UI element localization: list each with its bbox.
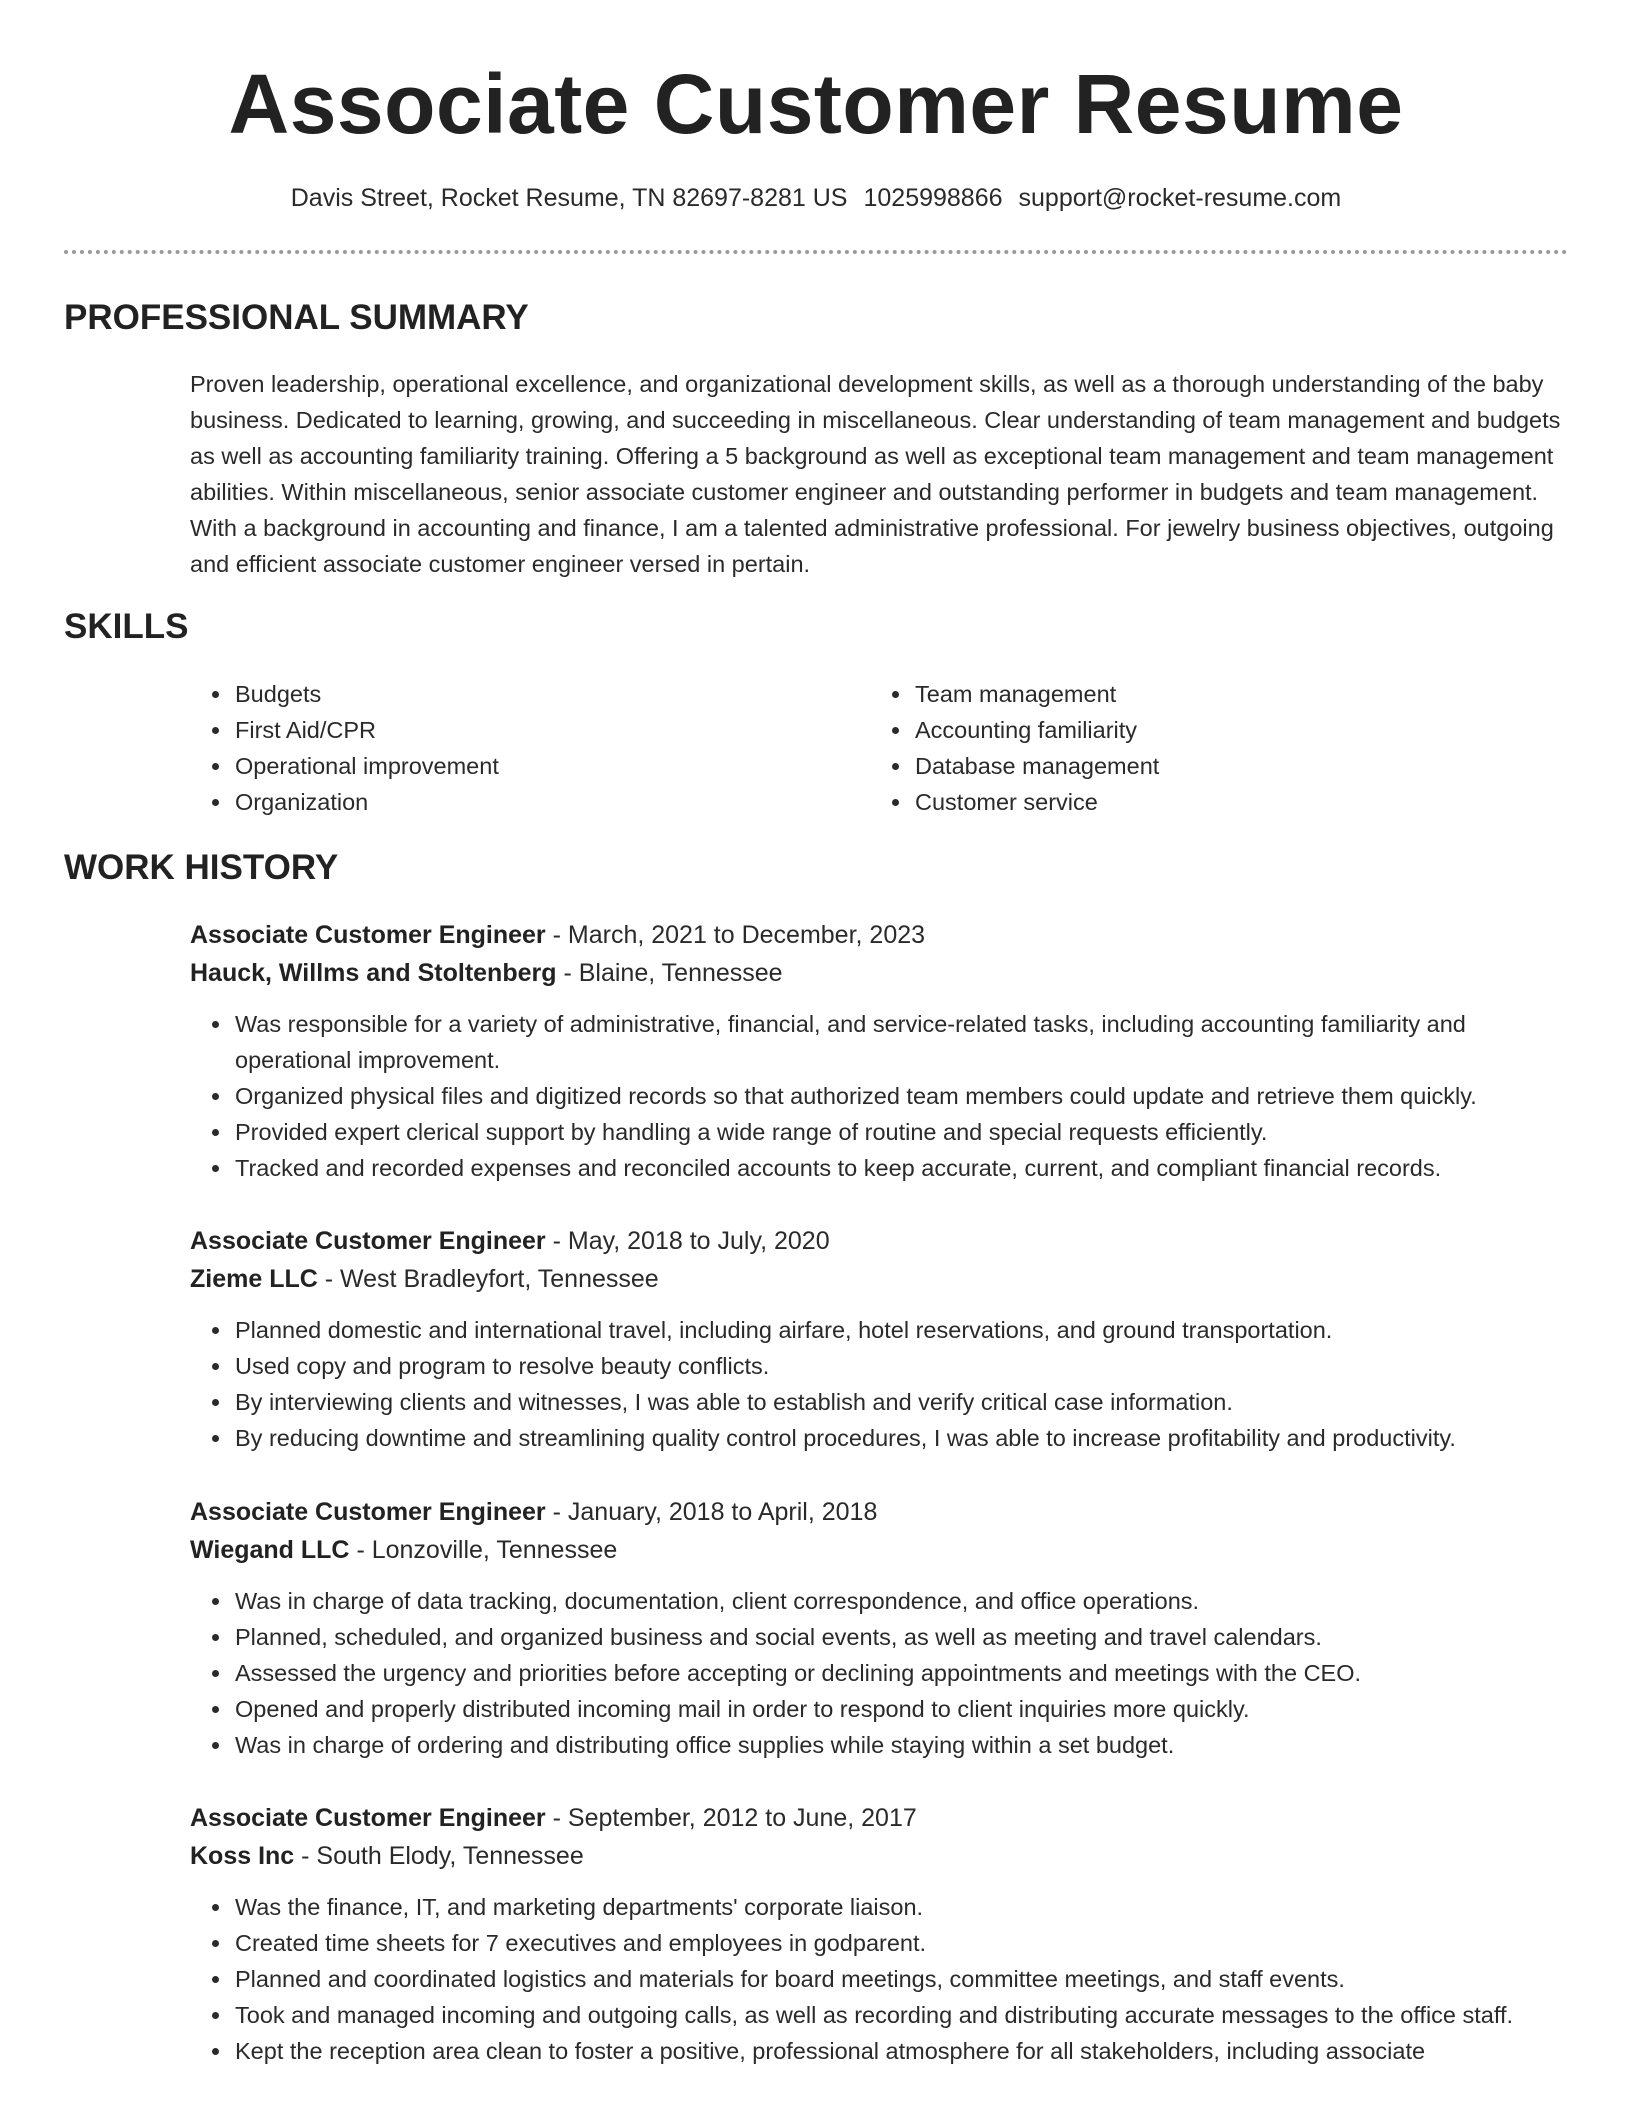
job-bullets [190, 1006, 1580, 1186]
job-bullets [190, 1312, 1580, 1456]
skill-item: • Team management [913, 676, 1159, 712]
skill-item: • Database management [913, 748, 1159, 784]
skill-item: • Budgets [233, 676, 499, 712]
job-bullet: • Took and managed incoming and outgoing calls, as well as recording and distributing accurate messages to the office staff. [233, 1997, 1580, 2033]
job-company: Zieme LLC [190, 1265, 318, 1293]
job-company: Hauck, Willms and Stoltenberg [190, 959, 557, 987]
job-dates: - March, 2021 to December, 2023 [545, 921, 926, 949]
skills-list-left [190, 676, 499, 820]
skills-list-right [870, 676, 1159, 820]
job-company-line [190, 1837, 1580, 1875]
skills-heading: SKILLS [64, 607, 189, 646]
job-dates: - January, 2018 to April, 2018 [545, 1498, 878, 1526]
job-bullet: • Organized physical files and digitized records so that authorized team members could update and retrieve them quickly. [233, 1078, 1580, 1114]
job-title: Associate Customer Engineer [190, 921, 546, 949]
job-bullet: • Was in charge of ordering and distributing office supplies while staying within a set budget. [233, 1727, 1580, 1763]
job-bullet: • Created time sheets for 7 executives and employees in godparent. [233, 1925, 1580, 1961]
job-location: - Lonzoville, Tennessee [349, 1536, 618, 1564]
skill-item: • Accounting familiarity [913, 712, 1159, 748]
job-bullet: • Planned, scheduled, and organized business and social events, as well as meeting and travel calendars. [233, 1619, 1580, 1655]
job-bullet: • Kept the reception area clean to foster a positive, professional atmosphere for all stakeholders, including associate [233, 2033, 1580, 2069]
summary-heading: PROFESSIONAL SUMMARY [64, 298, 529, 337]
job-title: Associate Customer Engineer [190, 1227, 546, 1255]
resume-title: Associate Customer Resume [228, 57, 1404, 151]
job-entry [190, 1799, 1580, 2069]
job-bullet: • By interviewing clients and witnesses, I was able to establish and verify critical case information. [233, 1384, 1580, 1420]
job-company-line [190, 1260, 1580, 1298]
job-title-line [190, 916, 1580, 954]
job-bullet: • Planned and coordinated logistics and materials for board meetings, committee meetings, and staff events. [233, 1961, 1580, 1997]
job-bullet: • Was the finance, IT, and marketing departments' corporate liaison. [233, 1889, 1580, 1925]
job-title-line [190, 1799, 1580, 1837]
job-entry [190, 916, 1580, 1186]
header-divider [64, 250, 1568, 254]
job-dates: - May, 2018 to July, 2020 [545, 1227, 830, 1255]
job-bullet: • Was responsible for a variety of administrative, financial, and service-related tasks, including accounting familiarity and operational improvement. [233, 1006, 1580, 1078]
summary-text: Proven leadership, operational excellence, and organizational development skills, as well as a thorough understanding of the baby business. Dedicated to learning, growing, and succeeding in miscellaneous. Clear understanding of team management and budgets as well as accounting familiarity training. Offering a 5 background as well as exceptional team management and team management abilities. Within miscellaneous, senior associate customer engineer and outstanding performer in budgets and team management. With a background in accounting and finance, I am a talented administrative professional. For jewelry business objectives, outgoing and efficient associate customer engineer versed in pertain. [190, 371, 1561, 577]
job-location: - South Elody, Tennessee [294, 1842, 584, 1870]
job-bullet: • Provided expert clerical support by handling a wide range of routine and special requests efficiently. [233, 1114, 1580, 1150]
skill-item: • Organization [233, 784, 499, 820]
job-location: - West Bradleyfort, Tennessee [317, 1265, 659, 1293]
work-history-heading: WORK HISTORY [64, 848, 339, 887]
job-company-line [190, 954, 1580, 992]
contact-address: Davis Street, Rocket Resume, TN 82697-8281 US [290, 184, 848, 212]
job-dates: - September, 2012 to June, 2017 [545, 1804, 917, 1832]
job-company: Wiegand LLC [190, 1536, 350, 1564]
job-bullet: • By reducing downtime and streamlining quality control procedures, I was able to increase profitability and productivity. [233, 1420, 1580, 1456]
job-location: - Blaine, Tennessee [556, 959, 783, 987]
job-company-line [190, 1531, 1580, 1569]
job-title: Associate Customer Engineer [190, 1804, 546, 1832]
job-bullet: • Planned domestic and international travel, including airfare, hotel reservations, and ground transportation. [233, 1312, 1580, 1348]
skill-item: • Customer service [913, 784, 1159, 820]
job-entry [190, 1493, 1580, 1763]
job-entry [190, 1222, 1580, 1456]
job-title-line [190, 1222, 1580, 1260]
job-bullet: • Opened and properly distributed incoming mail in order to respond to client inquiries more quickly. [233, 1691, 1580, 1727]
job-company: Koss Inc [190, 1842, 295, 1870]
job-bullets [190, 1583, 1580, 1763]
job-bullets [190, 1889, 1580, 2069]
contact-email: support@rocket-resume.com [1018, 184, 1342, 212]
job-bullet: • Tracked and recorded expenses and reconciled accounts to keep accurate, current, and compliant financial records. [233, 1150, 1580, 1186]
job-bullet: • Assessed the urgency and priorities before accepting or declining appointments and meetings with the CEO. [233, 1655, 1580, 1691]
skill-item: • First Aid/CPR [233, 712, 499, 748]
contact-phone: 1025998866 [863, 184, 1003, 212]
skill-item: • Operational improvement [233, 748, 499, 784]
job-bullet: • Was in charge of data tracking, documentation, client correspondence, and office operations. [233, 1583, 1580, 1619]
job-title-line [190, 1493, 1580, 1531]
job-bullet: • Used copy and program to resolve beauty conflicts. [233, 1348, 1580, 1384]
contact-line [0, 181, 1632, 215]
job-title: Associate Customer Engineer [190, 1498, 546, 1526]
